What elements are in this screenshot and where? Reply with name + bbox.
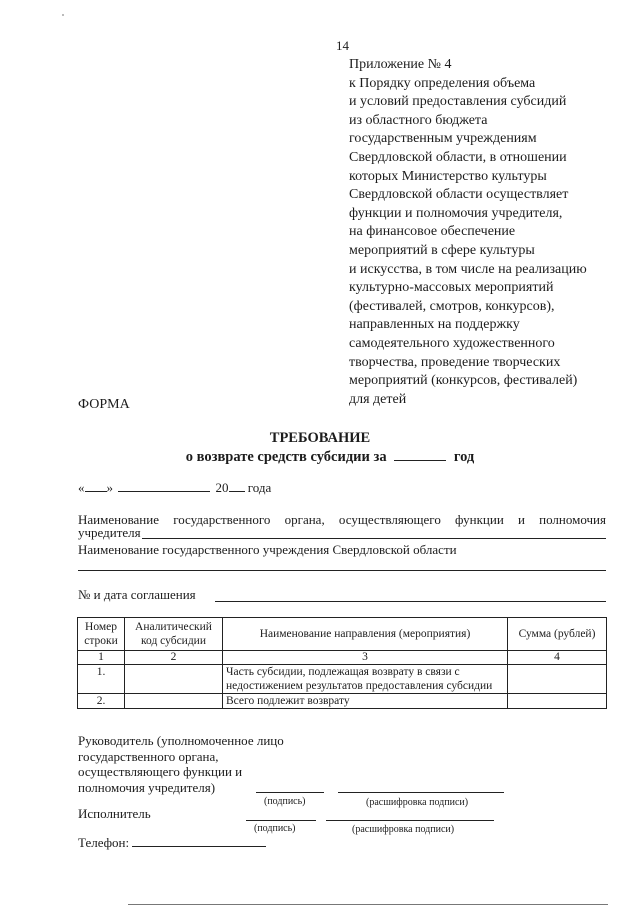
sum-cell (508, 694, 607, 709)
appendix-line: мероприятий (конкурсов, фестивалей) (349, 373, 578, 389)
head-decode-line (338, 792, 504, 793)
column-number: 4 (508, 651, 607, 665)
executor-signature-line (246, 820, 316, 821)
head-decode-caption: (расшифровка подписи) (366, 797, 469, 808)
head-label-line: полномочия учредителя) (78, 779, 216, 795)
phone-label (78, 834, 266, 851)
year-prefix: 20 (215, 480, 229, 495)
appendix-line: к Порядку определения объема (349, 75, 536, 91)
day-blank (85, 480, 107, 492)
appendix-line: культурно-массовых мероприятий (349, 280, 554, 296)
institution-label: Наименование государственного учреждения Свердловской области (78, 542, 457, 557)
form-label: ФОРМА (78, 397, 130, 412)
organ-label-cont: учредителя (78, 525, 141, 540)
header-sum: Сумма (рублей) (508, 618, 607, 651)
institution-fill-line (78, 570, 606, 571)
appendix-line: (фестивалей, смотров, конкурсов), (349, 298, 555, 314)
head-signature-line (256, 792, 324, 793)
row-number: 2. (78, 694, 125, 709)
date-line (78, 480, 271, 496)
organ-fill-line (142, 538, 606, 539)
close-quote: » (106, 480, 113, 495)
agreement-fill-line (215, 601, 606, 602)
head-signature-label (78, 733, 284, 795)
appendix-line: творчества, проведение творческих (349, 354, 561, 370)
table-row (78, 665, 607, 694)
table-header-row (78, 618, 607, 651)
column-number: 1 (78, 651, 125, 665)
year-blank (394, 448, 446, 461)
analytic-code-cell (125, 694, 223, 709)
year-digits-blank (229, 480, 245, 492)
refund-table (77, 617, 607, 709)
appendix-line: на финансовое обеспечение (349, 224, 516, 240)
document-title: ТРЕБОВАНИЕ (269, 430, 371, 446)
header-row-number: Номер строки (78, 618, 125, 651)
month-blank (118, 480, 210, 492)
head-label-line: Руководитель (уполномоченное лицо (78, 733, 284, 748)
column-number: 2 (125, 651, 223, 665)
appendix-line: и условий предоставления субсидий (349, 94, 567, 110)
column-number: 3 (223, 651, 508, 665)
appendix-line: функции и полномочия учредителя, (349, 205, 563, 221)
direction-name-cell: Всего подлежит возврату (223, 694, 508, 709)
column-number-row (78, 651, 607, 665)
agreement-label: № и дата соглашения (78, 587, 196, 602)
head-label-line: государственного органа, (78, 748, 219, 764)
appendix-line: мероприятий в сфере культуры (349, 242, 535, 258)
appendix-line: и искусства, в том числе на реализацию (349, 261, 587, 277)
appendix-line: государственным учреждениям (349, 131, 537, 147)
subtitle-suffix: год (453, 449, 475, 465)
appendix-line: для детей (349, 391, 407, 407)
phone-label-text: Телефон: (78, 835, 130, 850)
executor-sign-caption: (подпись) (254, 823, 296, 834)
executor-decode-line (326, 820, 494, 821)
appendix-line: которых Министерство культуры (349, 168, 547, 184)
document-subtitle (0, 448, 640, 466)
executor-label: Исполнитель (78, 806, 151, 821)
appendix-line: Свердловской области, в отношении (349, 149, 567, 165)
row-number: 1. (78, 665, 125, 694)
appendix-line: из областного бюджета (349, 112, 488, 128)
analytic-code-cell (125, 665, 223, 694)
head-sign-caption: (подпись) (264, 796, 306, 807)
header-analytic-code: Аналитический код субсидии (125, 618, 223, 651)
year-suffix: года (247, 480, 272, 495)
appendix-line: самодеятельного художественного (349, 335, 555, 351)
direction-name-cell: Часть субсидии, подлежащая возврату в связи с недостижением результатов предоставления субсидии (223, 665, 508, 694)
sum-cell (508, 665, 607, 694)
appendix-line: Приложение № 4 (349, 57, 452, 72)
table-row (78, 694, 607, 709)
header-direction-name: Наименование направления (мероприятия) (223, 618, 508, 651)
executor-decode-caption: (расшифровка подписи) (352, 824, 455, 835)
phone-fill-line (132, 834, 266, 847)
open-quote: « (78, 480, 85, 495)
head-label-line: осуществляющего функции и (78, 764, 243, 779)
appendix-block (349, 56, 629, 409)
appendix-line: Свердловской области осуществляет (349, 187, 569, 203)
page-number: 14 (336, 38, 349, 53)
organ-label: Наименование государственного органа, осуществляющего функции и полномочия (78, 512, 606, 527)
subtitle-prefix: о возврате средств субсидии за (185, 449, 387, 465)
appendix-line: направленных на поддержку (349, 317, 520, 333)
scan-mark (62, 14, 64, 16)
